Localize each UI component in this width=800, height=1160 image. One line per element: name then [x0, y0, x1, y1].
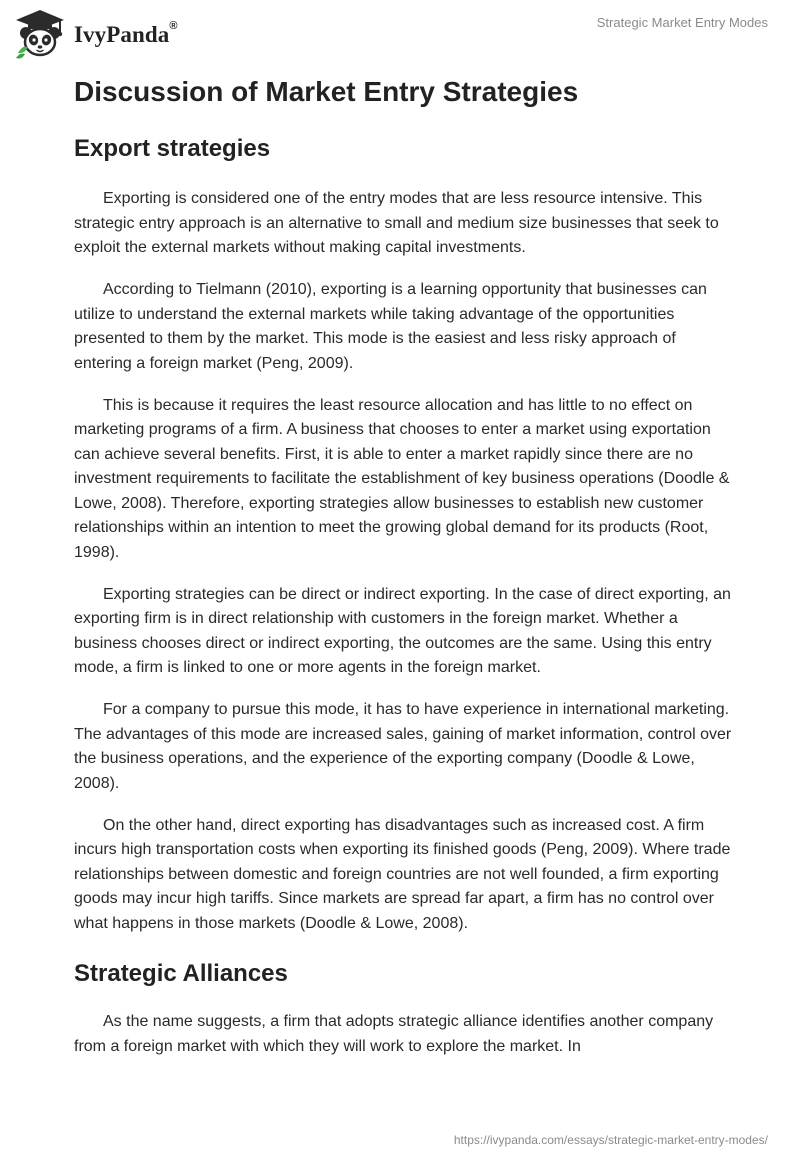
paragraph: As the name suggests, a firm that adopts strategic alliance identifies another company from a foreign market with which they will work to explore the market. In — [74, 1013, 714, 1055]
paragraph: This is because it requires the least resource allocation and has little to no effect on marketing programs of a firm. A business that chooses to enter a market using exportation can achieve several benefits. First, it is able to enter a market rapidly since there are no investment requirements to facilitate the establishment of key business operations (Doodle & Lowe, 2008). Therefore, exporting strategies allow businesses to establish new customer relationships within an intention to meet the growing global demand for its products (Root, 1998). — [74, 396, 730, 561]
brand-name: IvyPanda® — [74, 20, 178, 47]
paragraph: On the other hand, direct exporting has disadvantages such as increased cost. A firm incurs high transportation costs when exporting its finished goods (Peng, 2009). Where trade relationships between domestic and foreign countries are not well founded, a firm exporting goods may incur high tariffs. Since markets are spread far apart, a firm has no control over what happens in those markets (Doodle & Lowe, 2008). — [74, 816, 731, 932]
article-body — [74, 70, 734, 1077]
paragraph: According to Tielmann (2010), exporting is a learning opportunity that businesses can utilize to understand the external markets while taking advantage of the opportunities presented to them by the market. This mode is the easiest and less risky approach of entering a foreign market (Peng, 2009). — [74, 281, 707, 372]
brand-logo[interactable] — [12, 6, 178, 62]
panda-graduation-cap-icon — [12, 6, 68, 62]
page-title: Discussion of Market Entry Strategies — [74, 76, 579, 107]
section-heading: Export strategies — [74, 135, 271, 162]
source-url[interactable]: https://ivypanda.com/essays/strategic-market-entry-modes/ — [453, 1133, 768, 1147]
page-header — [0, 0, 800, 64]
section-heading: Strategic Alliances — [74, 960, 288, 987]
paragraph: Exporting is considered one of the entry modes that are less resource intensive. This strategic entry approach is an alternative to small and medium size businesses that seek to exploit the external markets without making capital investments. — [74, 190, 719, 256]
paragraph: Exporting strategies can be direct or indirect exporting. In the case of direct exporting, an exporting firm is in direct relationship with customers in the foreign market. Whether a business chooses direct or indirect exporting, the outcomes are the same. Using this entry mode, a firm is linked to one or more agents in the foreign market. — [74, 585, 731, 676]
registered-mark: ® — [169, 20, 178, 32]
paragraph: For a company to pursue this mode, it has to have experience in international marketing. The advantages of this mode are increased sales, gaining of market information, control over the business operations, and the experience of the exporting company (Doodle & Lowe, 2008). — [74, 701, 732, 792]
document-title: Strategic Market Entry Modes — [596, 15, 768, 30]
